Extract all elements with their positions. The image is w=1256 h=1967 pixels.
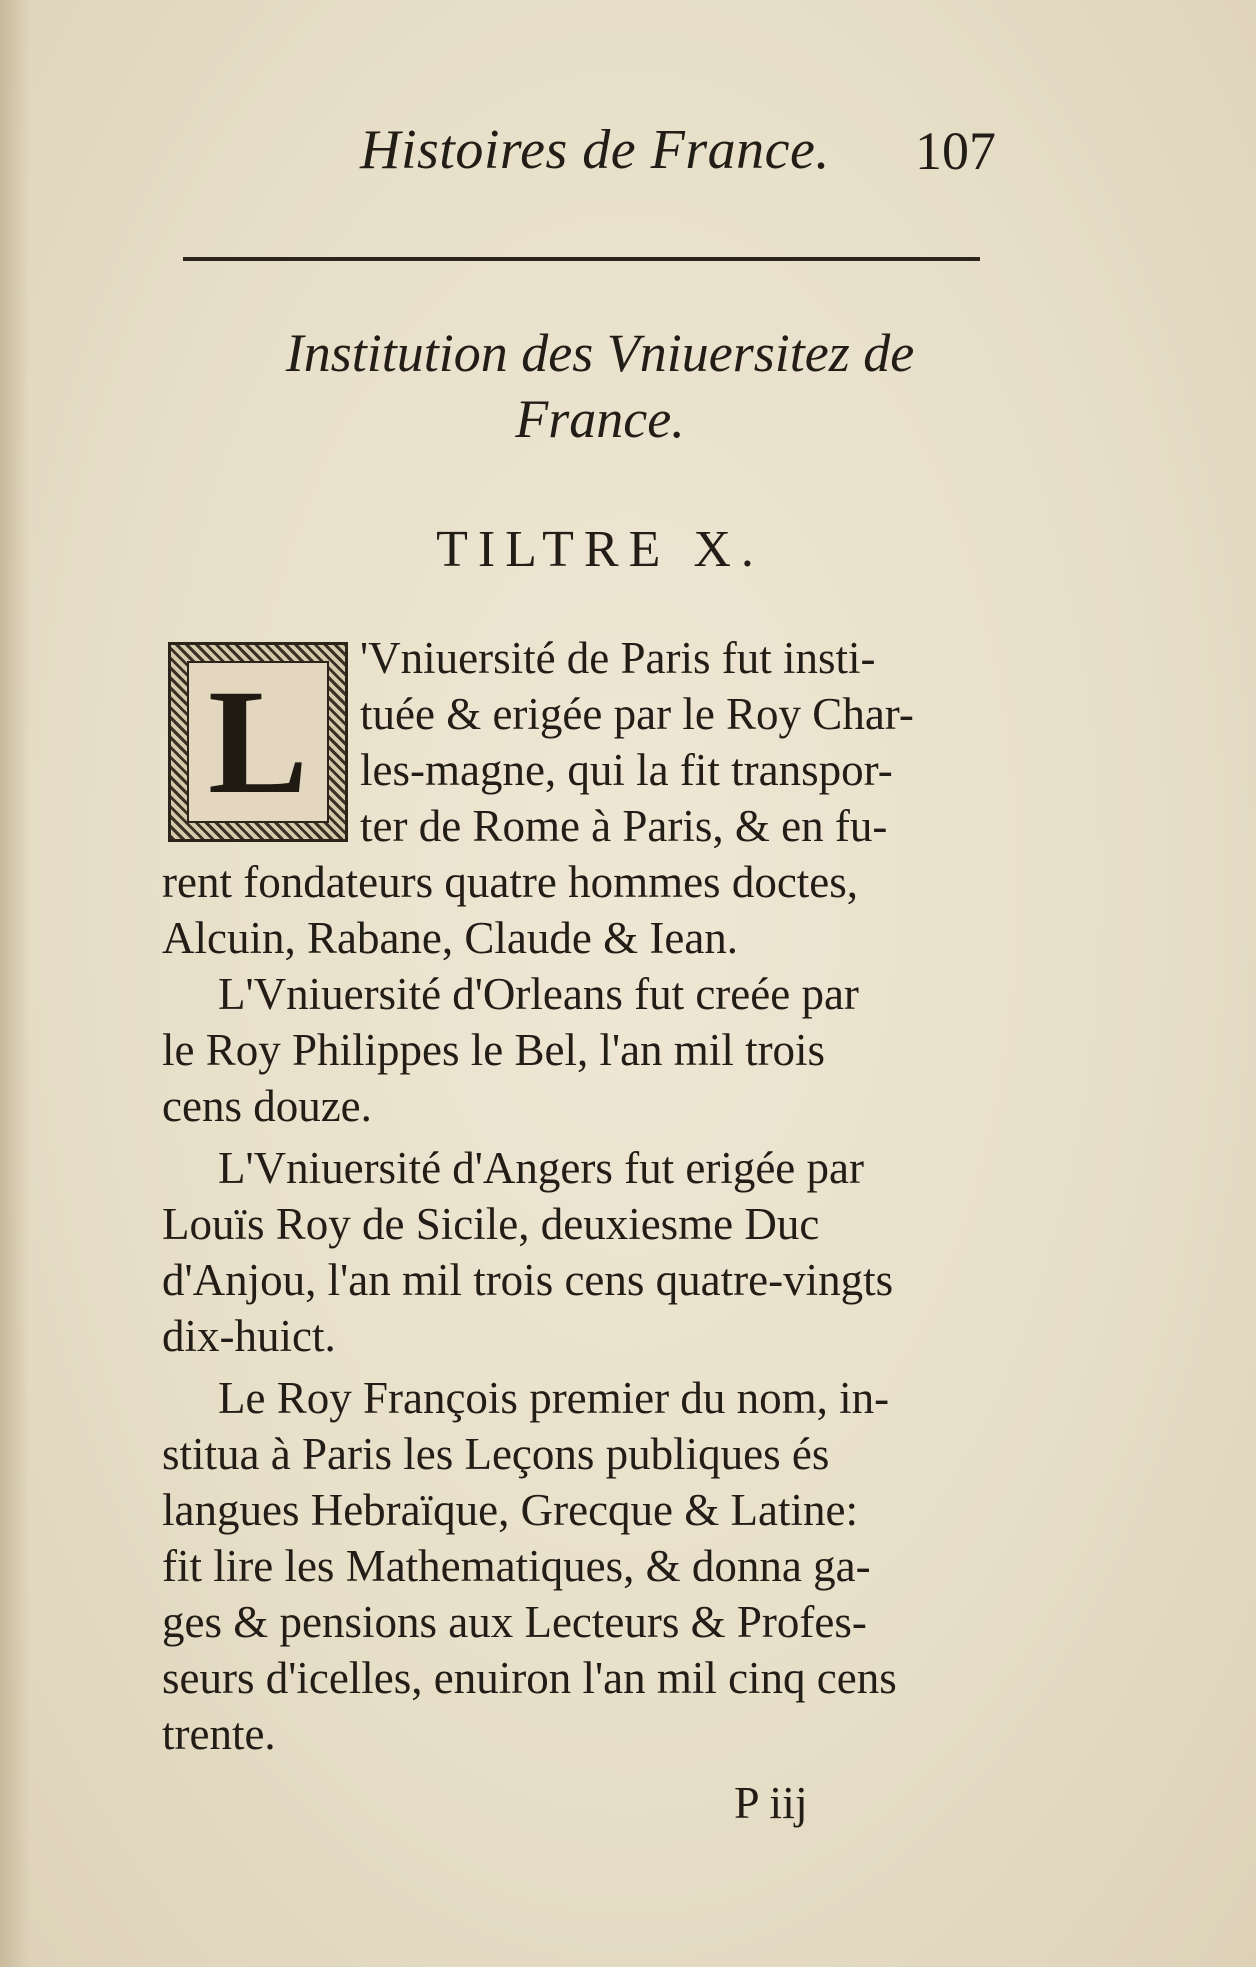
text-line: d'Anjou, l'an mil trois cens quatre-vingts [162,1255,894,1305]
body-text [162,630,1002,1762]
text-line: dix-huict. [162,1311,336,1361]
text-line: rent fondateurs quatre hommes doctes, [162,857,859,907]
section-title [180,320,1020,452]
text-line: trente. [162,1709,276,1759]
section-title-line-2: France. [515,389,685,449]
text-line: le Roy Philippes le Bel, l'an mil trois [162,1025,826,1075]
text-line: seurs d'icelles, enuiron l'an mil cinq cens [162,1653,897,1703]
text-line: Le Roy François premier du nom, in- [218,1373,890,1423]
text-line: ter de Rome à Paris, & en fu- [360,801,888,851]
text-line: langues Hebraïque, Grecque & Latine: [162,1485,858,1535]
running-title: Histoires de France. [360,119,830,181]
titre-heading: TILTRE X. [436,521,764,578]
text-line: L'Vniuersité d'Angers fut erigée par [218,1143,864,1193]
gutter-shadow [0,0,30,1967]
text-line: fit lire les Mathematiques, & donna ga- [162,1541,871,1591]
text-line: L'Vniuersité d'Orleans fut creée par [218,969,859,1019]
signature-mark: P iij [734,1777,808,1828]
text-line: Alcuin, Rabane, Claude & Iean. [162,913,739,963]
text-line: les-magne, qui la fit transpor- [360,745,893,795]
text-line: cens douze. [162,1081,372,1131]
text-line: 'Vniuersité de Paris fut insti- [360,633,876,683]
section-title-line-1: Institution des Vniuersitez de [285,323,915,383]
text-line: ges & pensions aux Lecteurs & Profes- [162,1597,867,1647]
ornamental-initial-letter: L [207,659,309,825]
text-line: Louïs Roy de Sicile, deuxiesme Duc [162,1199,820,1249]
text-line: stitua à Paris les Leçons publiques és [162,1429,830,1479]
page-header [360,118,1000,188]
header-rule [183,257,980,261]
page-number: 107 [915,121,996,181]
text-line: tuée & erigée par le Roy Char- [360,689,914,739]
